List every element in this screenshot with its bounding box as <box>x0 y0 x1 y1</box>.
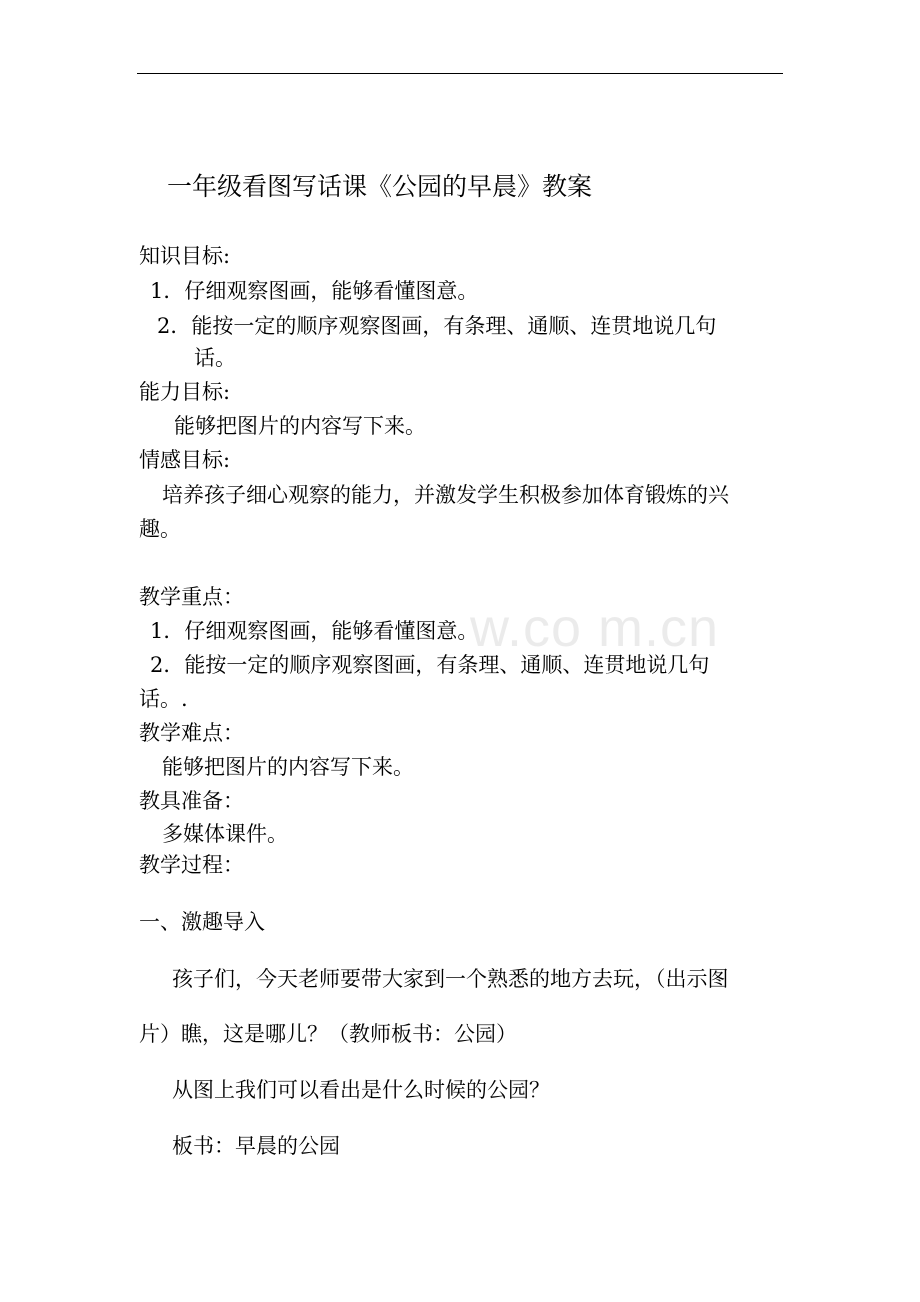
difficulty-text: 能够把图片的内容写下来。 <box>162 755 414 779</box>
emotion-heading: 情感目标: <box>139 448 231 472</box>
knowledge-item-1: 1．仔细观察图画，能够看懂图意。 <box>150 279 479 303</box>
ability-heading: 能力目标: <box>139 380 231 404</box>
intro-heading: 一、激趣导入 <box>139 910 265 934</box>
process-heading: 教学过程： <box>139 853 244 877</box>
key-points-item-2-cont: 话。. <box>139 687 188 711</box>
ability-text: 能够把图片的内容写下来。 <box>174 414 426 438</box>
header-rule <box>137 73 783 74</box>
key-points-item-2: 2．能按一定的顺序观察图画，有条理、通顺、连贯地说几句 <box>150 653 710 677</box>
difficulty-heading: 教学难点： <box>139 721 244 745</box>
intro-paragraph-3: 板书：早晨的公园 <box>172 1134 340 1158</box>
emotion-text-cont: 趣。 <box>139 517 181 541</box>
document-title: 一年级看图写话课《公园的早晨》教案 <box>167 172 593 201</box>
emotion-text: 培养孩子细心观察的能力，并激发学生积极参加体育锻炼的兴 <box>162 483 729 507</box>
knowledge-item-2-cont: 话。 <box>194 346 236 370</box>
key-points-heading: 教学重点： <box>139 585 244 609</box>
intro-paragraph-1-cont: 片）瞧，这是哪儿？（教师板书：公园） <box>139 1022 517 1046</box>
materials-heading: 教具准备： <box>139 789 244 813</box>
materials-text: 多媒体课件。 <box>162 822 288 846</box>
intro-paragraph-2: 从图上我们可以看出是什么时候的公园？ <box>172 1078 550 1102</box>
watermark: w.co m.cn <box>470 598 720 658</box>
knowledge-item-2: 2．能按一定的顺序观察图画，有条理、通顺、连贯地说几句 <box>157 314 717 338</box>
knowledge-heading: 知识目标: <box>139 244 231 268</box>
intro-paragraph-1: 孩子们，今天老师要带大家到一个熟悉的地方去玩，（出示图 <box>172 967 729 991</box>
key-points-item-1: 1．仔细观察图画，能够看懂图意。 <box>150 619 479 643</box>
